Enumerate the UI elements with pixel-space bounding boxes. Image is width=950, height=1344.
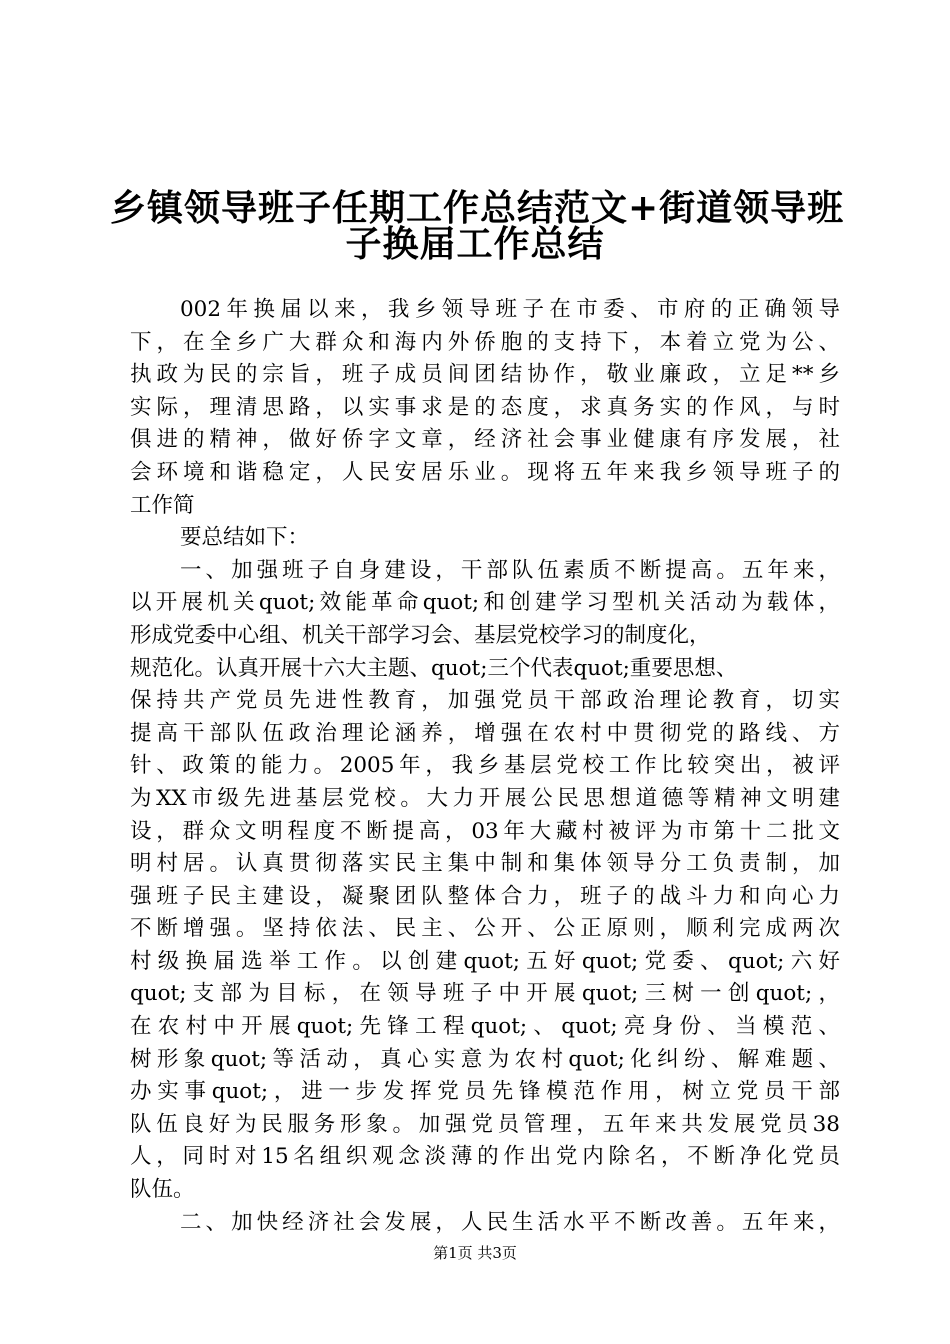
document-body	[130, 294, 840, 1239]
body-line: 人，同时对15名组织观念淡薄的作出党内除名，不断净化党员	[130, 1144, 840, 1170]
body-line: 针、政策的能力。2005年，我乡基层党校工作比较突出，被评	[130, 753, 840, 779]
body-line: 强班子民主建设，凝聚团队整体合力，班子的战斗力和向心力	[130, 883, 840, 909]
body-line: 俱进的精神，做好侨字文章，经济社会事业健康有序发展，社	[130, 427, 840, 453]
body-line: 二、加快经济社会发展，人民生活水平不断改善。五年来，	[180, 1209, 840, 1235]
body-line: 村级换届选举工作。以创建quot;五好quot;党委、quot;六好	[130, 948, 840, 974]
document-title-line-1: 乡镇领导班子任期工作总结范文+街道领导班	[110, 187, 845, 229]
body-line: 队伍良好为民服务形象。加强党员管理，五年来共发展党员38	[130, 1111, 840, 1137]
body-line: 要总结如下：	[180, 525, 310, 551]
body-line: 规范化。认真开展十六大主题、quot;三个代表quot;重要思想、	[130, 655, 738, 681]
body-line: 形成党委中心组、机关干部学习会、基层党校学习的制度化，	[130, 622, 711, 648]
body-line: 办实事quot;，进一步发挥党员先锋模范作用，树立党员干部	[130, 1079, 840, 1105]
body-line: 以开展机关quot;效能革命quot;和创建学习型机关活动为载体，	[130, 590, 840, 616]
page-footer: 第1页 共3页	[433, 1244, 517, 1262]
body-line: 为XX市级先进基层党校。大力开展公民思想道德等精神文明建	[130, 785, 840, 811]
document-title-line-2: 子换届工作总结	[345, 223, 605, 265]
body-line: 提高干部队伍政治理论涵养，增强在农村中贯彻党的路线、方	[130, 720, 840, 746]
body-line: 下，在全乡广大群众和海内外侨胞的支持下，本着立党为公、	[130, 329, 840, 355]
body-line: 设，群众文明程度不断提高，03年大藏村被评为市第十二批文	[130, 818, 840, 844]
body-line: 实际，理清思路，以实事求是的态度，求真务实的作风，与时	[130, 394, 840, 420]
body-line: 在农村中开展quot;先锋工程quot;、quot;亮身份、当模范、	[130, 1014, 840, 1040]
body-line: 不断增强。坚持依法、民主、公开、公正原则，顺利完成两次	[130, 916, 840, 942]
body-line: 工作简	[130, 492, 195, 518]
body-line: 执政为民的宗旨，班子成员间团结协作，敬业廉政，立足**乡	[130, 362, 840, 388]
body-line: 一、加强班子自身建设，干部队伍素质不断提高。五年来，	[180, 557, 840, 583]
body-line: 树形象quot;等活动，真心实意为农村quot;化纠纷、解难题、	[130, 1046, 840, 1072]
body-line: 会环境和谐稳定，人民安居乐业。现将五年来我乡领导班子的	[130, 459, 840, 485]
body-line: 明村居。认真贯彻落实民主集中制和集体领导分工负责制，加	[130, 851, 840, 877]
body-line: 002年换届以来，我乡领导班子在市委、市府的正确领导	[180, 297, 840, 322]
body-line: 保持共产党员先进性教育，加强党员干部政治理论教育，切实	[130, 688, 840, 714]
body-line: quot;支部为目标，在领导班子中开展quot;三树一创quot;，	[130, 981, 840, 1007]
body-line: 队伍。	[130, 1177, 195, 1203]
